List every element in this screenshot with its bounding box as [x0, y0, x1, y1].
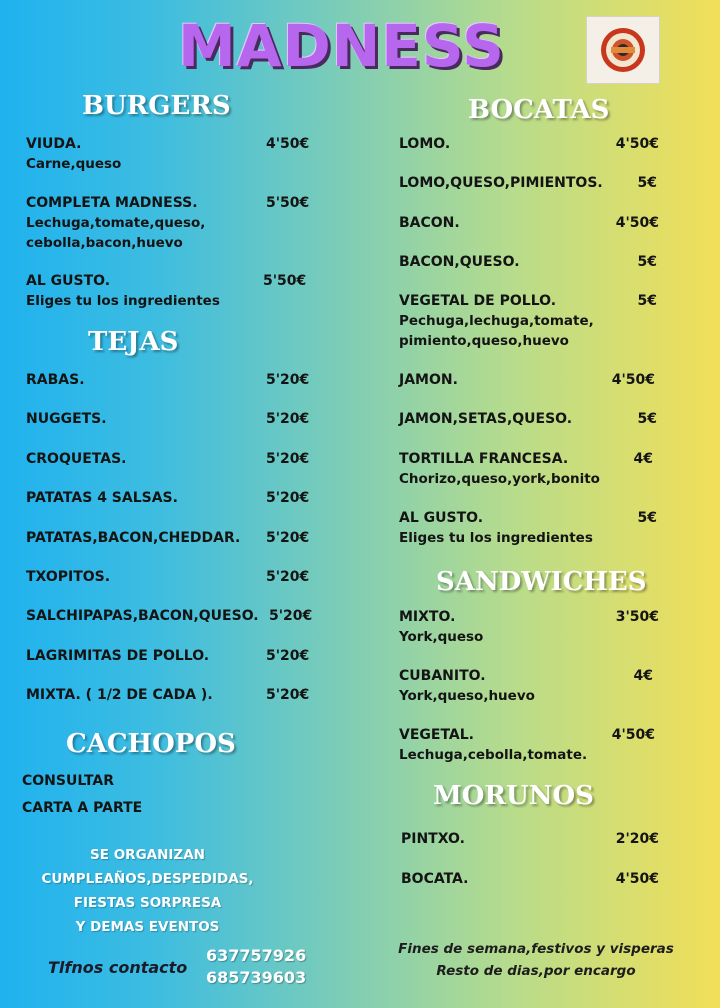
item-name: PATATAS 4 SALSAS. — [26, 490, 178, 507]
item-price: 4'50€ — [611, 372, 655, 389]
item-name: TORTILLA FRANCESA. — [399, 450, 569, 467]
item-name: CUBANITO. — [399, 668, 486, 684]
item-price: 5€ — [637, 293, 657, 310]
item-description: Lechuga,cebolla,tomate. — [399, 747, 588, 763]
menu-item — [26, 646, 326, 685]
menu-item — [399, 173, 661, 212]
menu-item — [399, 134, 661, 173]
item-price: 4'50€ — [615, 136, 659, 152]
menu-item — [26, 685, 326, 705]
item-name: LOMO,QUESO,PIMIENTOS. — [399, 175, 603, 192]
item-name: COMPLETA MADNESS. — [26, 195, 198, 211]
section-heading-bocatas: BOCATAS — [468, 95, 610, 125]
menu-item — [26, 409, 326, 448]
item-name: JAMON,SETAS,QUESO. — [399, 411, 573, 428]
item-price: 5'20€ — [266, 372, 310, 388]
menu-item — [401, 829, 661, 869]
phone-number: 637757926 — [206, 946, 307, 965]
morunos-list — [401, 829, 661, 889]
item-name: MIXTO. — [399, 609, 456, 625]
item-price: 5'50€ — [266, 195, 310, 211]
sandwiches-list — [399, 607, 661, 765]
round-restaurant-badge-logo-icon — [599, 26, 647, 74]
section-heading-cachopos: CACHOPOS — [66, 729, 236, 759]
item-name: CROQUETAS. — [26, 450, 127, 467]
events-notice — [30, 843, 265, 939]
menu-item — [399, 666, 661, 725]
menu-item — [26, 370, 326, 409]
item-name: PINTXO. — [401, 831, 465, 847]
item-description: Carne,queso — [26, 156, 122, 172]
item-price: 5'20€ — [266, 411, 310, 428]
item-price: 4'50€ — [615, 214, 659, 231]
schedule-note — [396, 938, 676, 982]
item-description: cebolla,bacon,huevo — [26, 235, 183, 251]
item-name: TXOPITOS. — [26, 568, 111, 585]
item-description: York,queso — [399, 629, 484, 645]
item-description: pimiento,queso,huevo — [399, 333, 569, 350]
events-line: SE ORGANIZAN — [90, 847, 205, 863]
menu-item — [26, 193, 326, 271]
item-name: JAMON. — [399, 372, 458, 389]
menu-item — [399, 213, 661, 252]
menu-item — [26, 567, 326, 606]
item-description: Eliges tu los ingredientes — [399, 529, 593, 546]
menu-item — [399, 370, 661, 409]
contact-phones — [206, 945, 306, 989]
events-line: FIESTAS SORPRESA — [73, 895, 222, 911]
burgers-list — [26, 134, 326, 311]
section-heading-burgers: BURGERS — [82, 91, 231, 121]
item-name: AL GUSTO. — [399, 509, 484, 526]
item-name: MIXTA. ( 1/2 DE CADA ). — [26, 687, 213, 704]
contact-label: Tlfnos contacto — [48, 958, 188, 977]
events-line: Y DEMAS EVENTOS — [75, 919, 220, 935]
logo — [586, 16, 660, 84]
item-name: BACON,QUESO. — [399, 253, 520, 270]
item-name: VEGETAL. — [399, 727, 474, 743]
item-price: 5€ — [637, 253, 657, 270]
phone-number: 685739603 — [206, 968, 307, 987]
menu-item — [26, 449, 326, 488]
menu-item — [399, 508, 661, 548]
item-price: 4'50€ — [615, 871, 659, 887]
menu-item — [399, 252, 661, 291]
menu-item — [399, 607, 661, 666]
item-price: 5€ — [637, 175, 657, 192]
menu-item — [26, 134, 326, 193]
item-price: 4€ — [633, 450, 653, 467]
item-name: VEGETAL DE POLLO. — [399, 293, 557, 310]
item-name: LAGRIMITAS DE POLLO. — [26, 647, 210, 664]
section-heading-sandwiches: SANDWICHES — [436, 567, 647, 597]
menu-item — [26, 606, 326, 645]
item-name: AL GUSTO. — [26, 273, 111, 289]
item-price: 5'20€ — [266, 490, 310, 507]
item-name: SALCHIPAPAS,BACON,QUESO. — [26, 608, 259, 625]
item-price: 4€ — [633, 668, 653, 684]
schedule-line: Fines de semana,festivos y visperas — [398, 941, 674, 957]
item-price: 4'50€ — [611, 727, 655, 743]
item-name: VIUDA. — [26, 136, 82, 152]
item-name: BOCATA. — [401, 871, 469, 887]
item-price: 2'20€ — [615, 831, 659, 847]
section-heading-tejas: TEJAS — [88, 327, 179, 357]
bocatas-list — [399, 134, 661, 548]
item-description: Chorizo,queso,york,bonito — [399, 470, 600, 487]
menu-item — [399, 449, 661, 508]
item-price: 3'50€ — [615, 609, 659, 625]
menu-item — [26, 271, 326, 311]
menu-item — [401, 869, 661, 889]
item-price: 5'20€ — [266, 687, 310, 704]
cachopos-note: CONSULTAR — [22, 773, 115, 789]
menu-item — [26, 528, 326, 567]
cachopos-note: CARTA A PARTE — [22, 800, 143, 816]
item-price: 5'20€ — [266, 568, 310, 585]
item-description: Pechuga,lechuga,tomate, — [399, 313, 594, 330]
item-name: PATATAS,BACON,CHEDDAR. — [26, 529, 241, 546]
item-price: 5'50€ — [263, 273, 307, 289]
item-description: Eliges tu los ingredientes — [26, 293, 220, 309]
item-price: 5'20€ — [269, 608, 313, 625]
page-title: MADNESS — [178, 12, 505, 80]
item-price: 5'20€ — [266, 450, 310, 467]
menu-item — [399, 409, 661, 448]
item-name: LOMO. — [399, 136, 451, 152]
item-name: NUGGETS. — [26, 411, 107, 428]
item-price: 5€ — [637, 509, 657, 526]
item-price: 5'20€ — [266, 647, 310, 664]
item-price: 5€ — [637, 411, 657, 428]
events-line: CUMPLEAÑOS,DESPEDIDAS, — [41, 871, 254, 887]
menu-item — [26, 488, 326, 527]
menu-item — [399, 725, 661, 765]
item-description: Lechuga,tomate,queso, — [26, 215, 206, 231]
tejas-list — [26, 370, 326, 705]
section-heading-morunos: MORUNOS — [433, 781, 594, 811]
schedule-line: Resto de dias,por encargo — [436, 963, 636, 979]
menu-item — [399, 291, 661, 370]
item-name: BACON. — [399, 214, 460, 231]
item-price: 5'20€ — [266, 529, 310, 546]
item-name: RABAS. — [26, 372, 85, 388]
item-description: York,queso,huevo — [399, 688, 535, 704]
item-price: 4'50€ — [266, 136, 310, 152]
